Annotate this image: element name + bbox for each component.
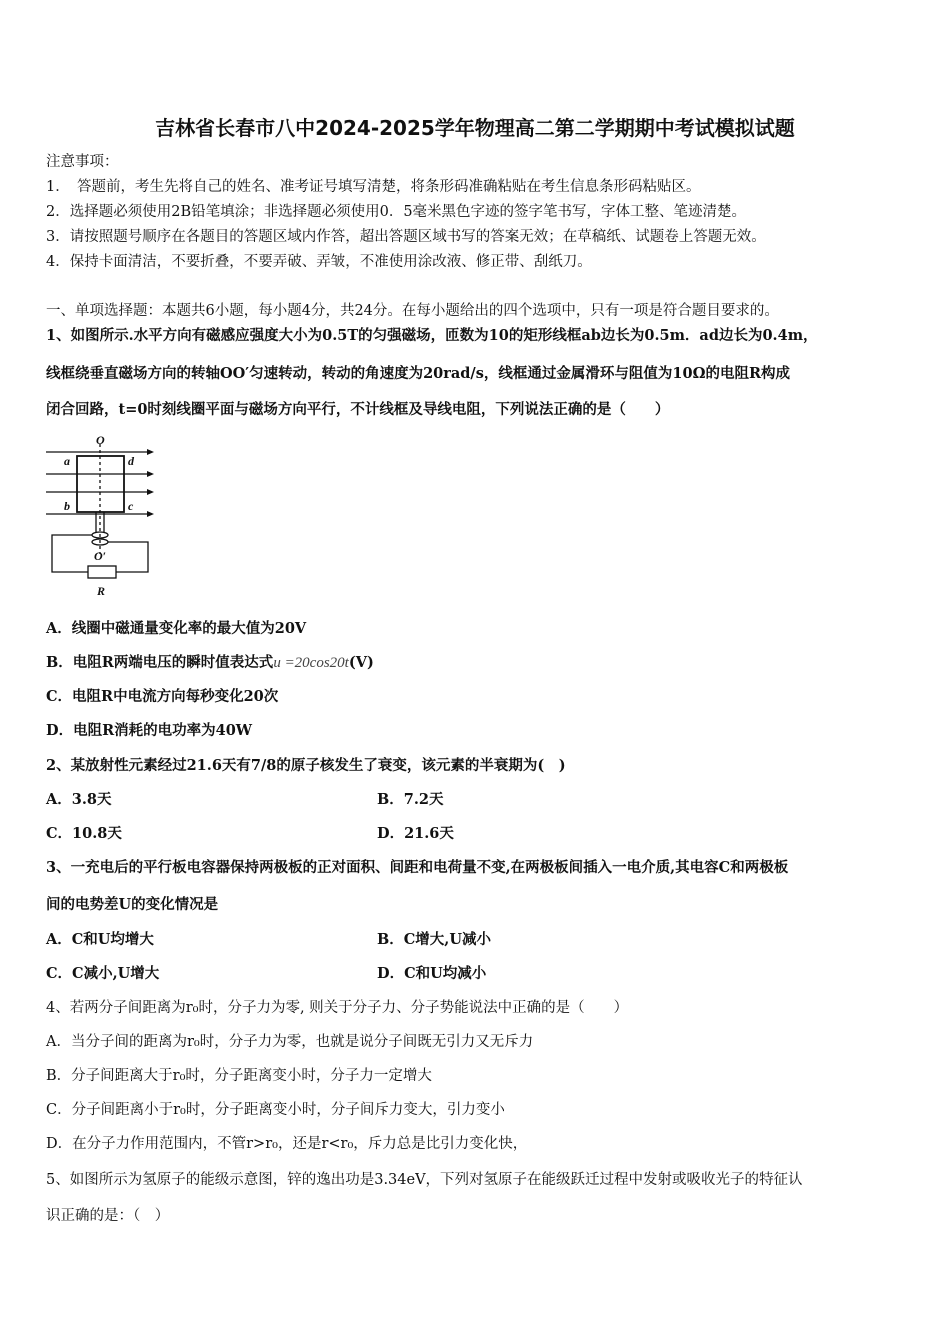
q4-option-a: A．当分子间的距离为r₀时，分子力为零，也就是说分子间既无引力又无斥力 [46,1034,534,1050]
q2-option-b: B．7.2天 [377,791,444,808]
section-heading: 一、单项选择题：本题共6小题，每小题4分，共24分。在每小题给出的四个选项中，只有一项是符合题目要求的。 [46,303,779,319]
diagram-label-o: O [96,433,105,447]
q3-option-b: B．C增大,U减小 [377,931,491,948]
q1-stem-line-2: 线框绕垂直磁场方向的转轴OO′匀速转动，转动的角速度为20rad/s，线框通过金属滑环与阻值为10Ω的电阻R构成 [46,365,791,382]
q1-option-b [46,653,374,673]
q1-option-d: D．电阻R消耗的电功率为40W [46,722,253,739]
q5-stem-line-1: 5、如图所示为氢原子的能级示意图，锌的逸出功是3.34eV，下列对氢原子在能级跃迁过程中发射或吸收光子的特征认 [46,1172,803,1188]
q1-stem-line-3: 闭合回路，t=0时刻线圈平面与磁场方向平行，不计线框及导线电阻，下列说法正确的是（ ） [46,401,670,418]
q1-option-c: C．电阻R中电流方向每秒变化20次 [46,688,279,705]
notice-item-1: 1． 答题前，考生先将自己的姓名、准考证号填写清楚，将条形码准确粘贴在考生信息条形码粘贴区。 [46,179,701,195]
diagram-label-a: a [64,454,70,468]
q1-option-b-unit: (V) [348,654,374,671]
notice-item-2: 2．选择题必须使用2B铅笔填涂；非选择题必须使用0．5毫米黑色字迹的签字笔书写，字体工整、笔迹清楚。 [46,204,747,220]
q4-option-c: C．分子间距离小于r₀时，分子距离变小时，分子间斥力变大，引力变小 [46,1102,505,1118]
q3-option-d: D．C和U均减小 [377,965,487,982]
q2-option-c: C．10.8天 [46,825,122,842]
q1-option-b-formula: u =20cos20t [273,655,349,671]
q1-option-b-text: B．电阻R两端电压的瞬时值表达式 [46,654,274,671]
q2-option-a: A．3.8天 [46,791,112,808]
diagram-label-c: c [128,499,134,513]
diagram-label-b: b [64,499,70,513]
notice-item-3: 3．请按照题号顺序在各题目的答题区域内作答，超出答题区域书写的答案无效；在草稿纸、试题卷上答题无效。 [46,229,766,245]
q5-stem-line-2: 识正确的是：（ ） [46,1208,170,1224]
notice-item-4: 4．保持卡面清洁，不要折叠，不要弄破、弄皱，不准使用涂改液、修正带、刮纸刀。 [46,254,592,270]
q4-stem: 4、若两分子间距离为r₀时，分子力为零, 则关于分子力、分子势能说法中正确的是（ ） [46,1000,629,1016]
q4-option-d: D．在分子力作用范围内，不管r>r₀，还是r<r₀，斥力总是比引力变化快， [46,1136,528,1152]
q3-option-a: A．C和U均增大 [46,931,154,948]
q1-option-a: A．线圈中磁通量变化率的最大值为20V [46,620,307,637]
q1-coil-diagram [44,432,164,602]
q3-stem-line-2: 间的电势差U的变化情况是 [46,896,219,913]
q2-stem: 2、某放射性元素经过21.6天有7/8的原子核发生了衰变，该元素的半衰期为( ) [46,757,566,774]
q4-option-b: B．分子间距离大于r₀时，分子距离变小时，分子力一定增大 [46,1068,432,1084]
q2-option-d: D．21.6天 [377,825,454,842]
diagram-label-r: R [97,584,106,598]
notice-heading: 注意事项： [46,154,119,170]
diagram-label-o-prime: O′ [94,549,107,563]
diagram-label-d: d [128,454,134,468]
q1-stem-line-1: 1、如图所示.水平方向有磁感应强度大小为0.5T的匀强磁场，匝数为10的矩形线框ab边长为0.5m．ad边长为0.4m， [46,327,818,344]
q3-option-c: C．C减小,U增大 [46,965,160,982]
q3-stem-line-1: 3、一充电后的平行板电容器保持两极板的正对面积、间距和电荷量不变,在两极板间插入一电介质,其电容C和两极板 [46,859,789,876]
page-title: 吉林省长春市八中2024-2025学年物理高二第二学期期中考试模拟试题 [155,116,795,140]
